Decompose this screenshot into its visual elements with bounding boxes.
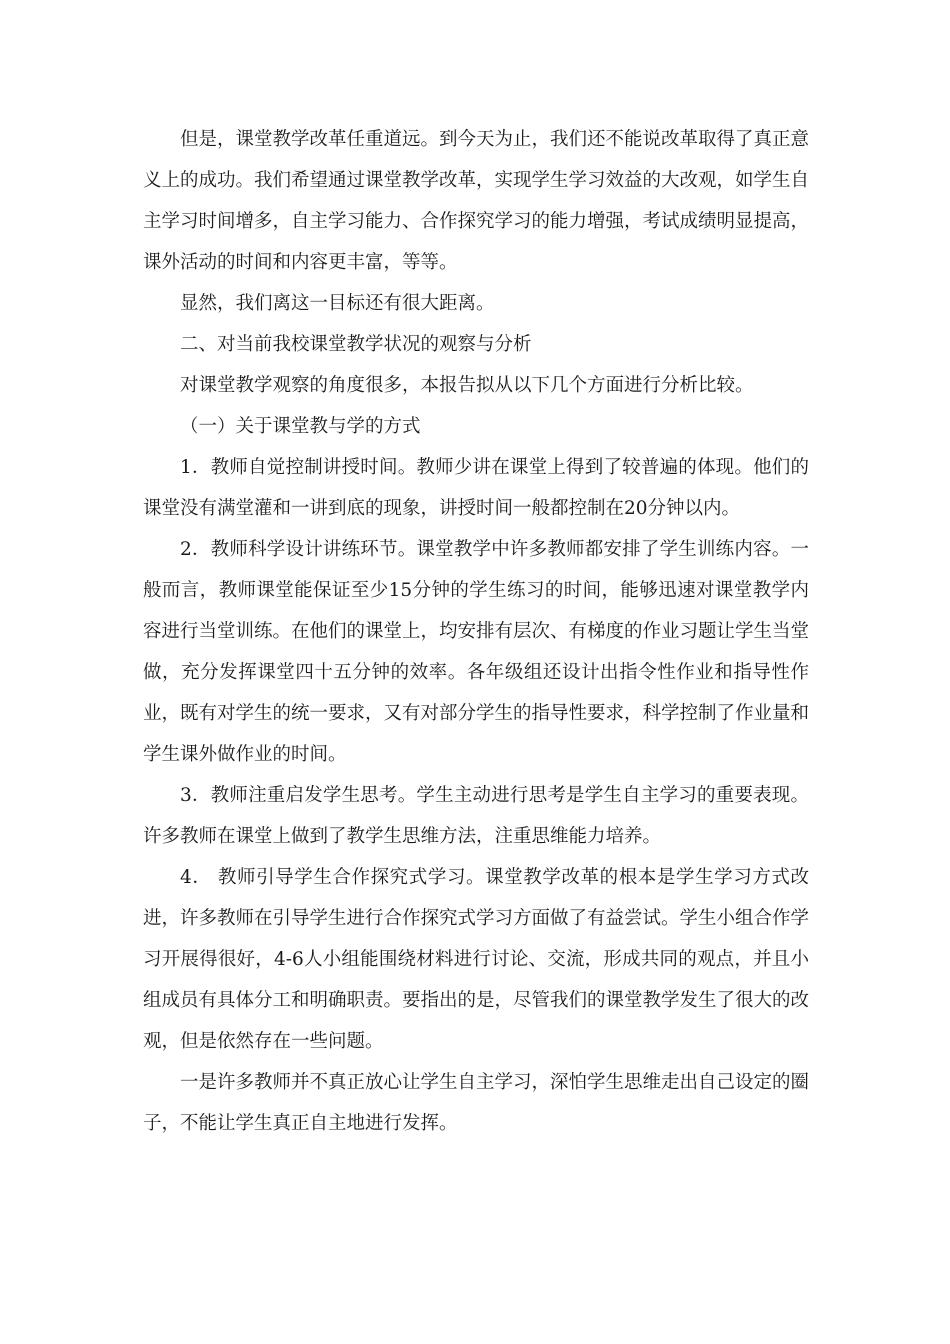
paragraph-reform-goals: 但是，课堂教学改革任重道远。到今天为止，我们还不能说改革取得了真正意义上的成功。我们希望通过课堂教学改革，实现学生学习效益的大改观，如学生自主学习时间增多，自主学习能力、合作探究学习的能力增强，考试成绩明显提高，课外活动的时间和内容更丰富，等等。 <box>143 129 810 273</box>
paragraph-item-1: 1．教师自觉控制讲授时间。教师少讲在课堂上得到了较普遍的体现。他们的课堂没有满堂灌和一讲到底的现象，讲授时间一般都控制在20分钟以内。 <box>143 457 809 519</box>
paragraph-distance: 显然，我们离这一目标还有很大距离。 <box>180 293 495 314</box>
section-heading-observation: 二、对当前我校课堂教学状况的观察与分析 <box>180 334 532 355</box>
paragraph-item-3: 3．教师注重启发学生思考。学生主动进行思考是学生自主学习的重要表现。许多教师在课堂上做到了教学生思维方法，注重思维能力培养。 <box>143 785 809 847</box>
document-body <box>143 119 809 1144</box>
paragraph-analysis-intro: 对课堂教学观察的角度很多，本报告拟从以下几个方面进行分析比较。 <box>180 375 754 396</box>
subsection-heading-teaching-methods: （一）关于课堂教与学的方式 <box>180 416 421 437</box>
paragraph-item-4: 4． 教师引导学生合作探究式学习。课堂教学改革的根本是学生学习方式改进，许多教师在引导学生进行合作探究式学习方面做了有益尝试。学生小组合作学习开展得很好，4-6人小组能围绕材料进行讨论、交流，形成共同的观点，并且小组成员有具体分工和明确职责。要指出的是，尽管我们的课堂教学发生了很大的改观，但是依然存在一些问题。 <box>143 867 810 1052</box>
paragraph-problem-1: 一是许多教师并不真正放心让学生自主学习，深怕学生思维走出自己设定的圈子，不能让学生真正自主地进行发挥。 <box>143 1072 810 1134</box>
paragraph-item-2: 2．教师科学设计讲练环节。课堂教学中许多教师都安排了学生训练内容。一般而言，教师课堂能保证至少15分钟的学生练习的时间，能够迅速对课堂教学内容进行当堂训练。在他们的课堂上，均安排有层次、有梯度的作业习题让学生当堂做，充分发挥课堂四十五分钟的效率。各年级组还设计出指令性作业和指导性作业，既有对学生的统一要求，又有对部分学生的指导性要求，科学控制了作业量和学生课外做作业的时间。 <box>143 539 810 765</box>
